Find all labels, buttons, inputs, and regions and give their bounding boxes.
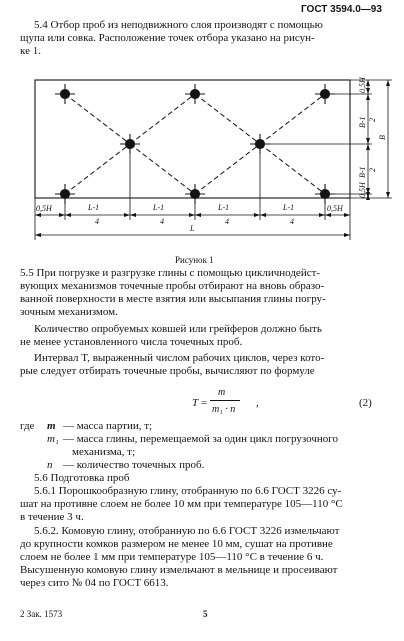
para-5-6-2-line-4: Высушенную комовую глину измельчают в мельнице и просеивают — [20, 564, 338, 576]
var-n: n — [47, 459, 53, 471]
vertical-bottom-label: 0,5H — [358, 182, 367, 198]
formula-fraction-bar — [210, 400, 240, 401]
formula-comma: , — [256, 397, 259, 409]
segment-label-numerator: L-1 — [88, 203, 100, 212]
section-5-6-title: 5.6 Подготовка проб — [34, 472, 130, 484]
sampling-point — [120, 134, 140, 154]
segment-label-denominator: 4 — [290, 217, 294, 226]
formula-denominator: m₁ · n — [212, 404, 236, 415]
sampling-point — [185, 184, 205, 204]
para-5-5-line-2: вующих механизмов точечные пробы отбирают на вновь образо- — [20, 280, 325, 292]
sampling-point — [315, 184, 335, 204]
right-margin-label: 0,5H — [327, 204, 343, 213]
footer-order-number: 2 Зак. 1573 — [20, 609, 63, 619]
segment-label-numerator: L-1 — [218, 203, 230, 212]
para-5-5-line-3: ванной поверхности в месте взятия или высыпания глины погру- — [20, 293, 326, 305]
var-m-desc: — масса партии, т; — [63, 420, 153, 432]
total-length-label: L — [190, 224, 195, 233]
segment-label-numerator: L-1 — [283, 203, 295, 212]
figure-1 — [0, 60, 404, 250]
para-5-6-2-line-1: 5.6.2. Комовую глину, отобранную по 6.6 ГОСТ 3226 измельчают — [34, 525, 340, 537]
sampling-points-diagram — [0, 60, 404, 250]
para-5-5-line-8: рые следует отбирать точечные пробы, вычисляют по формуле — [20, 365, 315, 377]
para-5-4-line-1: 5.4 Отбор проб из неподвижного слоя производят с помощью — [34, 19, 323, 31]
para-5-4-line-2: щупа или совка. Расположение точек отбора указано на рисун- — [20, 32, 315, 44]
sampling-point — [55, 84, 75, 104]
left-margin-label: 0,5H — [36, 204, 52, 213]
dimension-labels — [36, 76, 387, 233]
segment-label-denominator: 4 — [95, 217, 99, 226]
para-5-5-line-7: Интервал T, выраженный числом рабочих циклов, через кото- — [34, 352, 325, 364]
para-5-6-1-line-1: 5.6.1 Порошкообразную глину, отобранную по 6.6 ГОСТ 3226 су- — [34, 485, 342, 497]
para-5-6-1-line-3: в течение 3 ч. — [20, 511, 84, 523]
para-5-6-2-line-3: слоем не более 1 мм при температуре 105—110 °С в течение 6 ч. — [20, 551, 324, 563]
var-n-desc: — количество точечных проб. — [63, 459, 205, 471]
segment-label-denominator: 4 — [225, 217, 229, 226]
vertical-mid-label-denominator: 2 — [368, 168, 377, 172]
sampling-point — [185, 84, 205, 104]
where-lead: где — [20, 420, 35, 432]
document-id: ГОСТ 3594.0—93 — [301, 4, 382, 15]
var-m1-desc-1: — масса глины, перемещаемой за один цикл погрузочного — [63, 433, 339, 445]
var-m1: m₁ — [47, 433, 59, 445]
segment-label-denominator: 4 — [160, 217, 164, 226]
figure-caption: Рисунок 1 — [175, 255, 214, 265]
para-5-5-line-6: не менее установленного числа точечных проб. — [20, 336, 243, 348]
para-5-5-line-5: Количество опробуемых ковшей или грейферов должно быть — [34, 323, 322, 335]
para-5-6-1-line-2: шат на противне слоем не более 10 мм при температуре 105—110 °С — [20, 498, 343, 510]
sampling-point — [55, 184, 75, 204]
para-5-5-line-4: зочным механизмом. — [20, 306, 118, 318]
formula-equals: = — [201, 397, 208, 409]
extension-lines — [35, 80, 392, 240]
formula-number: (2) — [359, 397, 372, 409]
formula-numerator: m — [218, 387, 226, 398]
sampling-point — [250, 134, 270, 154]
para-5-5-line-1: 5.5 При погрузке и разгрузке глины с помощью цикличнодейст- — [20, 267, 321, 279]
vertical-mid-label-denominator: 2 — [368, 118, 377, 122]
var-m1-desc-2: механизма, т; — [72, 446, 136, 458]
vertical-top-label: 0,5H — [358, 77, 367, 93]
para-5-4-line-3: ке 1. — [20, 45, 41, 57]
var-m: m — [47, 420, 56, 432]
sampling-point — [315, 84, 335, 104]
segment-label-numerator: L-1 — [153, 203, 165, 212]
para-5-6-2-line-5: через сито № 04 по ГОСТ 6613. — [20, 577, 169, 589]
page-number: 5 — [203, 609, 208, 619]
vertical-mid-label-numerator: B-1 — [358, 166, 367, 178]
vertical-mid-label-numerator: B-1 — [358, 116, 367, 128]
formula-lhs: T — [192, 397, 199, 409]
vertical-total-label: B — [378, 135, 387, 140]
para-5-6-2-line-2: до крупности комков размером не менее 10 мм, сушат на противне — [20, 538, 333, 550]
